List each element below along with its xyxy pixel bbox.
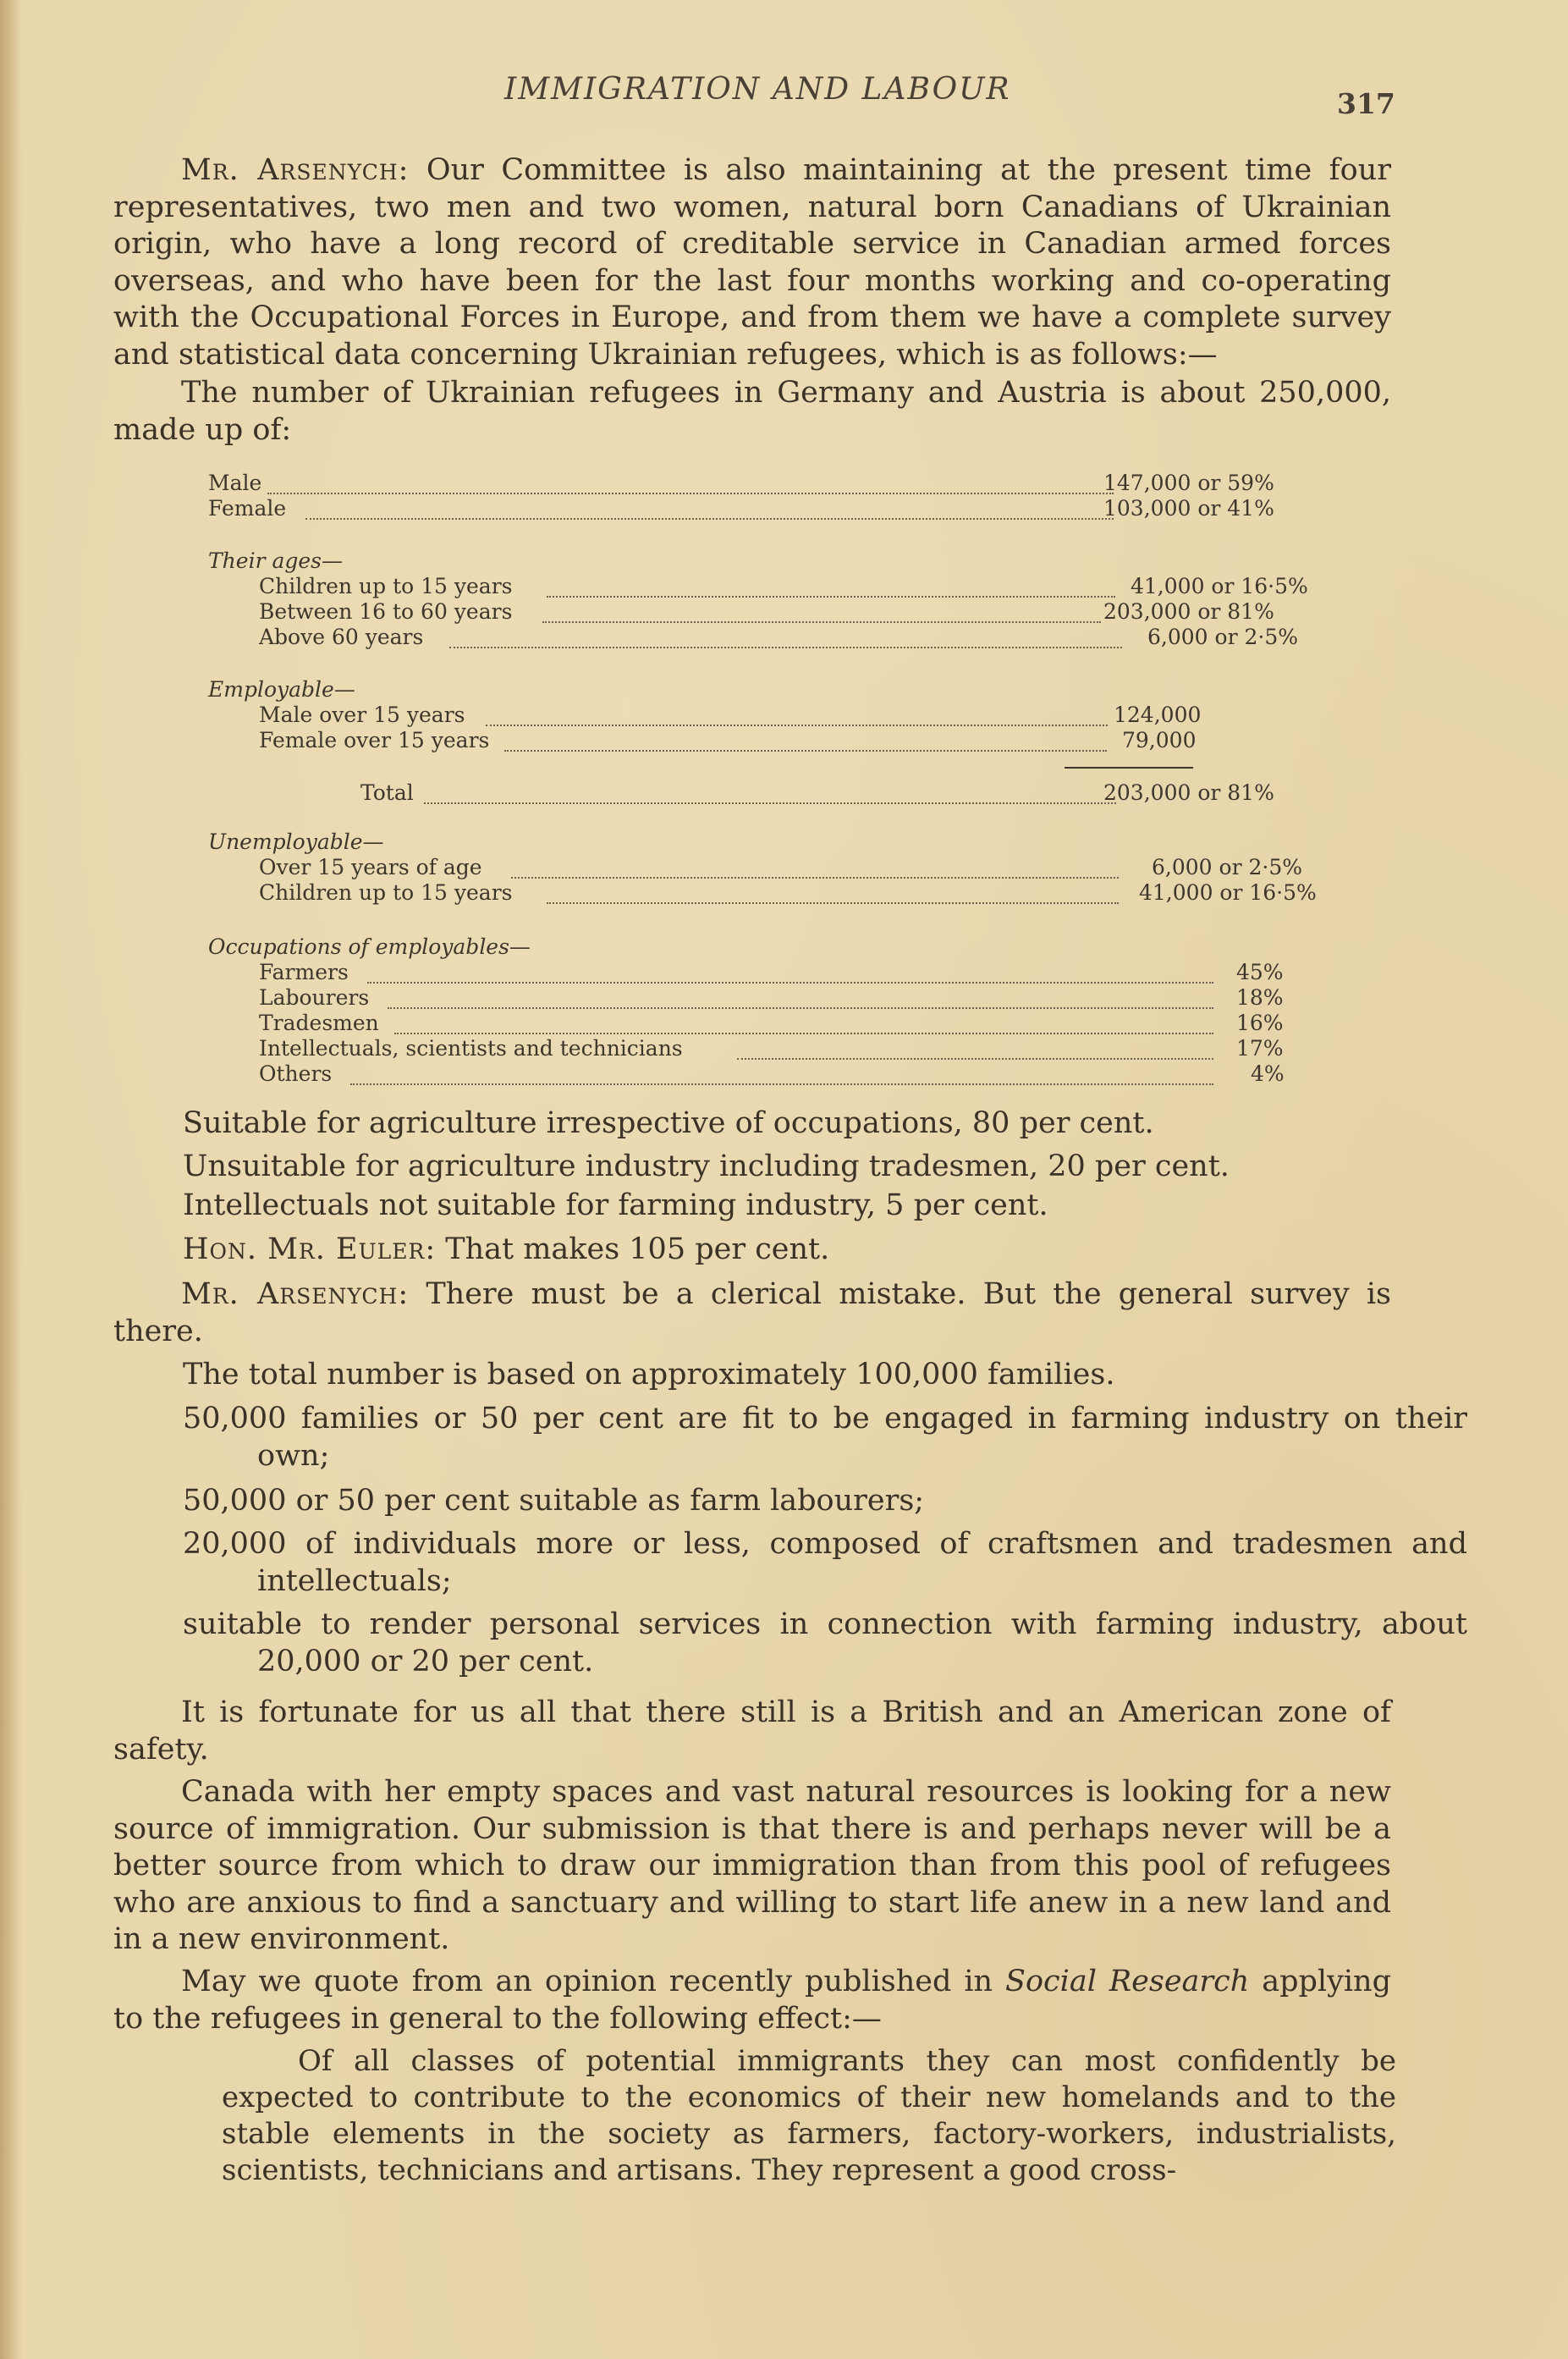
employable-heading: Employable—	[208, 677, 355, 702]
stat-value: 6,000 or 2·5%	[1152, 855, 1302, 879]
leader-dots	[367, 965, 1213, 984]
leader-dots	[542, 604, 1101, 623]
stat-value: 4%	[1251, 1061, 1285, 1086]
stat-value: 103,000 or 41%	[1103, 496, 1274, 521]
intro-text: Our Committee is also maintaining at the present time four representatives, two men and two women, natural born Canadians of Ukrainian origin, who have a long record of creditable service in Canadian armed forces overseas, and who have been for the last four months working and co-operating with the Occupational Forces in Europe, and from them we have a complete survey and statistical data concerning Ukrainian refugees, which is as follows:—	[113, 153, 1391, 372]
stat-label: Labourers	[259, 985, 370, 1010]
arsenych-reply	[113, 1276, 1391, 1350]
speaker-arsenych: Mr. Arsenych:	[181, 153, 410, 187]
intro-paragraph	[113, 152, 1391, 373]
page-number: 317	[1337, 87, 1395, 120]
refugee-count-paragraph: The number of Ukrainian refugees in Germany and Austria is about 250,000, made up of:	[113, 376, 1391, 447]
line-agri-suitable: Suitable for agriculture irrespective of occupations, 80 per cent.	[183, 1106, 1154, 1140]
leader-dots	[486, 708, 1108, 726]
line-personal-services: suitable to render personal services in connection with farming industry, about 20,000 or 20 per cent.	[183, 1607, 1467, 1678]
line-intellectuals: Intellectuals not suitable for farming industry, 5 per cent.	[183, 1188, 1048, 1222]
stat-label: Tradesmen	[259, 1011, 379, 1035]
stat-value: 6,000 or 2·5%	[1147, 625, 1298, 649]
stat-value: 203,000 or 81%	[1103, 599, 1274, 624]
paragraph-fortunate: It is fortunate for us all that there still is a British and an American zone of safety.	[113, 1695, 1391, 1766]
stat-label: Male	[208, 471, 262, 495]
stat-label: Female over 15 years	[259, 728, 490, 752]
running-title: IMMIGRATION AND LABOUR	[504, 72, 1011, 107]
stat-value: 18%	[1236, 985, 1284, 1010]
speaker-arsenych-2: Mr. Arsenych:	[181, 1277, 410, 1311]
stat-value: 79,000	[1122, 728, 1197, 752]
occupations-heading: Occupations of employables—	[208, 934, 531, 959]
stat-label: Farmers	[259, 960, 349, 984]
ages-heading: Their ages—	[208, 548, 343, 573]
leader-dots	[511, 860, 1119, 879]
quote-intro-text: May we quote from an opinion recently published in	[181, 1965, 1005, 1998]
paragraph-canada: Canada with her empty spaces and vast natural resources is looking for a new source of immigration. Our submission is that there is and perhaps never will be a better source from which to draw our immigration than from this pool of refugees who are anxious to find a sanctuary and willing to start life anew in a new land and in a new environment.	[113, 1775, 1391, 1956]
leader-dots	[547, 885, 1119, 904]
block-quote: Of all classes of potential immigrants they can most confidently be expected to contribute to the economics of their new homelands and to the stable elements in the society as farmers, factory-workers, industrialists, scientists, technicians and artisans. They represent a good cross-	[222, 2044, 1396, 2187]
stat-label: Children up to 15 years	[259, 574, 513, 598]
stat-label: Children up to 15 years	[259, 880, 513, 905]
total-rule	[1065, 767, 1193, 769]
leader-dots	[350, 1067, 1213, 1085]
leader-dots	[388, 990, 1213, 1009]
stat-value: 41,000 or 16·5%	[1131, 574, 1308, 598]
line-farm-labourers: 50,000 or 50 per cent suitable as farm labourers;	[183, 1484, 925, 1518]
stat-label: Female	[208, 496, 287, 521]
leader-dots	[737, 1041, 1213, 1060]
page-edge-shadow	[0, 0, 22, 2359]
stat-value: 124,000	[1114, 703, 1202, 727]
leader-dots	[267, 476, 1114, 494]
stat-value: 17%	[1236, 1036, 1284, 1061]
stat-label: Over 15 years of age	[259, 855, 482, 879]
stat-label: Above 60 years	[259, 625, 424, 649]
stat-value: 203,000 or 81%	[1103, 780, 1274, 805]
line-total-families: The total number is based on approximately 100,000 families.	[183, 1358, 1115, 1392]
leader-dots	[449, 630, 1122, 648]
leader-dots	[504, 733, 1107, 752]
line-euler	[183, 1232, 829, 1269]
leader-dots	[394, 1016, 1213, 1034]
leader-dots	[424, 785, 1116, 804]
stat-value: 16%	[1236, 1011, 1284, 1035]
euler-text: That makes 105 per cent.	[445, 1232, 830, 1266]
line-agri-unsuitable: Unsuitable for agriculture industry including tradesmen, 20 per cent.	[183, 1149, 1230, 1183]
stat-label: Male over 15 years	[259, 703, 465, 727]
stat-value: 147,000 or 59%	[1103, 471, 1274, 495]
line-craftsmen: 20,000 of individuals more or less, composed of craftsmen and tradesmen and intellectuals;	[183, 1527, 1467, 1598]
stat-label: Intellectuals, scientists and technicians	[259, 1036, 683, 1061]
leader-dots	[305, 501, 1114, 520]
stat-value: 41,000 or 16·5%	[1139, 880, 1317, 905]
stat-label: Between 16 to 60 years	[259, 599, 513, 624]
paragraph-quote-intro	[113, 1964, 1391, 2037]
stat-label: Total	[360, 780, 414, 805]
stat-value: 45%	[1236, 960, 1284, 984]
statistics-table	[208, 471, 1317, 1148]
stat-label: Others	[259, 1061, 333, 1086]
arsenych-text: There must be a clerical mistake. But the general survey is there.	[113, 1277, 1391, 1348]
speaker-euler: Hon. Mr. Euler:	[183, 1232, 437, 1266]
line-families-farming: 50,000 families or 50 per cent are fit to be engaged in farming industry on their own;	[183, 1402, 1467, 1473]
journal-title: Social Research	[1004, 1965, 1250, 1998]
unemployable-heading: Unemployable—	[208, 830, 384, 854]
leader-dots	[547, 579, 1115, 598]
quote-intro-text-end: applying to the refugees in general to the following effect:—	[113, 1965, 1391, 2036]
